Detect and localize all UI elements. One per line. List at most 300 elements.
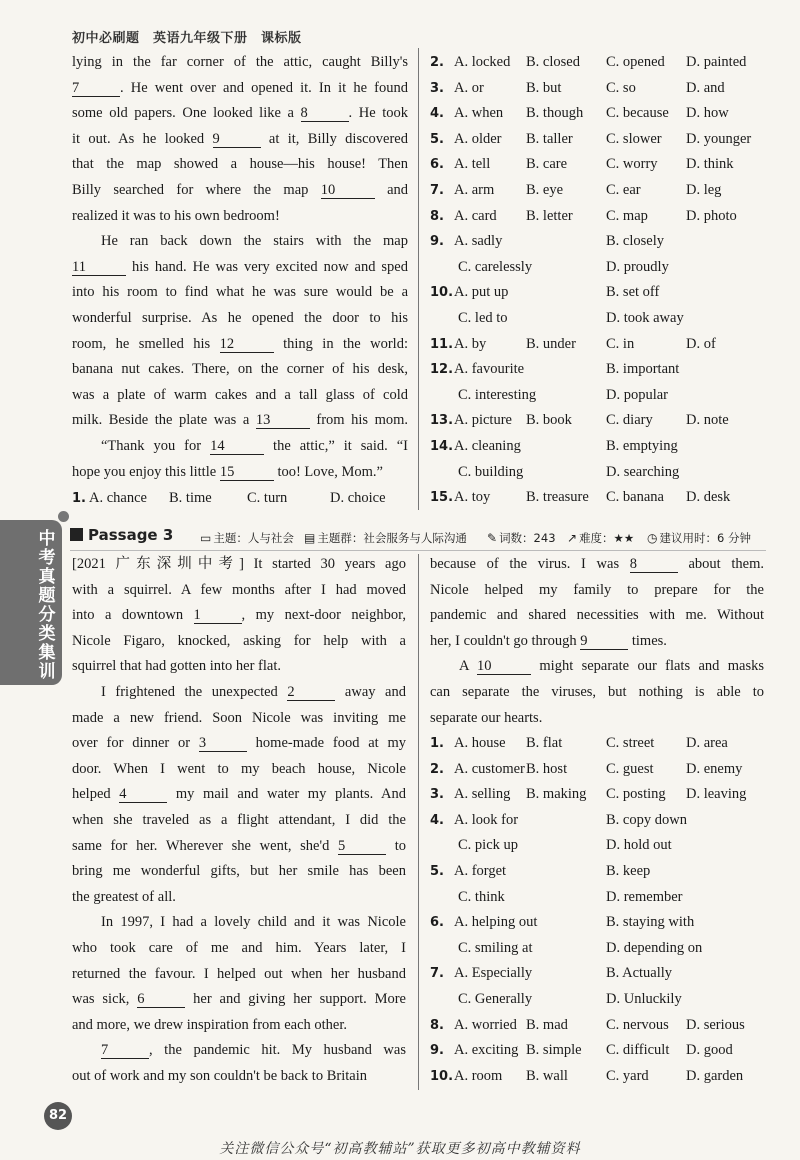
- text-segment: at it, Billy discovered: [260, 130, 408, 147]
- text-segment: to: [386, 837, 406, 854]
- text-line: [430, 654, 764, 680]
- option-d: D. choice: [330, 490, 386, 506]
- text-line: [72, 255, 408, 281]
- option-b: B. flat: [526, 735, 563, 751]
- text-segment: In 1997, I had a lovely child and it was Nicole: [101, 914, 406, 931]
- text-line: [72, 408, 408, 434]
- option-c: C. ear: [606, 181, 641, 198]
- option-a: A. picture: [454, 412, 512, 429]
- option-b: B. important: [606, 361, 680, 378]
- text-segment: Nicole Figaro, knocked, asking for help with a: [72, 632, 406, 649]
- column-divider-2: [418, 554, 419, 1090]
- option-a: A. selling: [454, 786, 511, 803]
- option-c: C. because: [606, 105, 669, 122]
- text-line: [72, 1013, 406, 1039]
- text-segment: returned the favour. I helped out when her husband: [72, 965, 406, 982]
- text-segment: . He took: [348, 105, 409, 122]
- text-segment: the attic,” it said. “I: [264, 437, 408, 454]
- text-segment: her and giving her support. More: [185, 991, 406, 1008]
- question-row: [72, 486, 412, 512]
- question-row: [430, 1064, 770, 1090]
- question-row: [430, 50, 770, 76]
- text-line: [430, 603, 764, 629]
- question-number: 7.: [430, 966, 444, 982]
- option-a: C. smiling at: [458, 939, 533, 956]
- passage3-text-left: [72, 552, 406, 1089]
- option-a: C. think: [458, 888, 505, 905]
- option-a: A. helping out: [454, 914, 538, 931]
- option-a: A. room: [454, 1067, 503, 1084]
- text-line: [72, 76, 408, 102]
- passage3-header-rule: [70, 550, 766, 551]
- question-number: 9.: [430, 1043, 444, 1059]
- question-row: [430, 987, 770, 1013]
- option-a: A. by: [454, 335, 487, 352]
- option-c: C. nervous: [606, 1016, 669, 1033]
- text-segment: too! Love, Mom.”: [273, 463, 383, 480]
- option-b: B. staying with: [606, 914, 695, 931]
- question-row: [430, 833, 770, 859]
- text-line: [72, 280, 408, 306]
- option-a: A. older: [454, 130, 502, 147]
- side-tab-char: 中: [38, 529, 56, 549]
- option-a: C. carelessly: [458, 258, 533, 275]
- question-row: [430, 757, 770, 783]
- option-d: D. how: [686, 105, 729, 122]
- option-c: C. map: [606, 207, 648, 224]
- option-b: B. making: [526, 786, 587, 803]
- option-b: B. eye: [526, 181, 564, 198]
- side-tab-char: 真: [38, 567, 56, 587]
- text-segment: when she traveled as a flight attendant, I did the: [72, 811, 406, 828]
- blank-number: 15: [220, 464, 274, 481]
- side-tab-char: 题: [38, 586, 56, 606]
- text-line: [72, 434, 408, 460]
- blank-number: 8: [630, 556, 678, 573]
- chart-icon: ↗: [567, 531, 578, 545]
- text-segment: times.: [628, 632, 667, 649]
- text-segment: away and: [335, 683, 406, 700]
- book-header: 初中必刷题 英语九年级下册 课标版: [72, 31, 302, 46]
- text-segment: with a squirrel. A few months after I had moved: [72, 581, 406, 598]
- question-number: 10.: [430, 285, 454, 301]
- blank-number: 10: [321, 182, 375, 199]
- text-segment: made a new friend. Soon Nicole was inviting me: [72, 709, 406, 726]
- question-row: [430, 127, 770, 153]
- text-segment: wonderful surprise. As he opened the door to his: [72, 309, 408, 326]
- word-count-text: 词数：243: [499, 531, 556, 545]
- passage3-topic-group: [304, 530, 467, 546]
- text-segment: room, he smelled his: [72, 335, 220, 352]
- question-row: [430, 1038, 770, 1064]
- text-line: [72, 383, 408, 409]
- option-c: C. turn: [247, 490, 288, 506]
- text-segment: squirrel that had gotten into her flat.: [72, 658, 281, 675]
- text-segment: Nicole helped my family to prepare for the: [430, 581, 764, 598]
- option-d: D. leg: [686, 181, 722, 198]
- text-segment: He ran back down the stairs with the map: [101, 233, 408, 250]
- blank-number: 8: [301, 105, 349, 122]
- square-marker-icon: [70, 528, 83, 541]
- time-text: 建议用时：6 分钟: [659, 531, 751, 545]
- side-tab: [0, 520, 62, 685]
- option-a: A. forget: [454, 862, 507, 879]
- text-line: [72, 152, 408, 178]
- text-segment: milk. Beside the plate was a: [72, 412, 256, 429]
- question-number: 15.: [430, 490, 454, 506]
- option-a: C. Generally: [458, 990, 533, 1007]
- option-b: B. treasure: [526, 489, 589, 506]
- text-line: [72, 1064, 406, 1090]
- text-line: [72, 936, 406, 962]
- blank-number: 6: [137, 991, 185, 1008]
- blank-number: 7: [72, 80, 120, 97]
- blank-number: 4: [119, 786, 167, 803]
- question-row: [430, 808, 770, 834]
- blank-number: 9: [580, 633, 628, 650]
- option-a: A. customer: [454, 760, 525, 777]
- text-segment: I frightened the unexpected: [101, 683, 288, 700]
- text-segment: into his room to find what he was sure would be a: [72, 284, 408, 301]
- text-segment: over for dinner or: [72, 735, 199, 752]
- option-a: A. look for: [454, 811, 519, 828]
- option-d: D. photo: [686, 207, 737, 224]
- passage3-title-text: Passage 3: [88, 526, 174, 544]
- question-number: 3.: [430, 787, 444, 803]
- blank-number: 9: [213, 131, 261, 148]
- text-line: [72, 578, 406, 604]
- question-row: [430, 1013, 770, 1039]
- text-line: [72, 885, 406, 911]
- text-segment: hope you enjoy this little: [72, 463, 220, 480]
- option-c: C. difficult: [606, 1042, 670, 1059]
- text-line: [430, 706, 764, 732]
- text-line: [72, 306, 408, 332]
- text-segment: [2021 广东深圳中考] It started 30 years ago: [72, 556, 406, 572]
- question-row: [430, 731, 770, 757]
- text-segment: Billy searched for where the map: [72, 181, 321, 198]
- question-row: [430, 152, 770, 178]
- text-line: [430, 629, 764, 655]
- text-segment: who took care of me and him. Years later, I: [72, 939, 406, 956]
- question-number: 5.: [430, 131, 444, 147]
- option-b: B. host: [526, 760, 568, 777]
- option-a: A. or: [454, 79, 484, 96]
- bookmark-icon: ▭: [200, 531, 212, 545]
- option-d: D. think: [686, 156, 734, 173]
- option-b: D. hold out: [606, 837, 672, 854]
- question-number: 6.: [430, 915, 444, 931]
- option-d: D. area: [686, 735, 728, 751]
- option-a: A. chance: [89, 490, 147, 506]
- text-segment: might separate our flats and masks: [531, 658, 764, 675]
- option-a: C. pick up: [458, 837, 519, 854]
- option-b: B. though: [526, 105, 584, 122]
- option-a: A. put up: [454, 284, 509, 301]
- option-a: A. sadly: [454, 233, 503, 250]
- text-line: [72, 229, 408, 255]
- option-b: B. but: [526, 79, 562, 96]
- option-c: C. guest: [606, 760, 654, 777]
- option-a: A. house: [454, 735, 506, 751]
- option-b: B. Actually: [606, 965, 673, 982]
- question-row: [430, 485, 770, 511]
- option-a: A. card: [454, 207, 497, 224]
- question-row: [430, 204, 770, 230]
- question-row: [430, 332, 770, 358]
- text-line: [72, 357, 408, 383]
- text-segment: was sick,: [72, 991, 138, 1008]
- option-a: A. arm: [454, 181, 495, 198]
- question-number: 5.: [430, 863, 444, 879]
- option-b: B. under: [526, 335, 576, 352]
- text-line: [72, 757, 406, 783]
- option-b: B. keep: [606, 862, 651, 879]
- question-row: [430, 178, 770, 204]
- text-segment: helped: [72, 786, 120, 803]
- question-row: [430, 357, 770, 383]
- passage2-text: [72, 50, 408, 485]
- text-line: [72, 178, 408, 204]
- text-line: [72, 552, 406, 578]
- question-number: 2.: [430, 55, 444, 70]
- option-a: A. favourite: [454, 361, 525, 378]
- option-b: D. popular: [606, 386, 669, 403]
- question-row: [430, 885, 770, 911]
- blank-number: 5: [338, 838, 386, 855]
- text-segment: , the pandemic hit. My husband was: [149, 1042, 406, 1059]
- option-c: C. diary: [606, 412, 653, 429]
- option-b: B. time: [169, 490, 212, 506]
- text-line: [72, 127, 408, 153]
- option-d: D. note: [686, 412, 729, 429]
- question-number: 3.: [430, 80, 444, 96]
- text-line: [72, 731, 406, 757]
- text-segment: out of work and my son couldn't be back to Britain: [72, 1067, 367, 1084]
- difficulty-text: 难度：★★: [579, 531, 635, 545]
- list-icon: ▤: [304, 531, 316, 545]
- question-row: [430, 460, 770, 486]
- option-c: C. yard: [606, 1067, 649, 1084]
- text-segment: from his mom.: [309, 412, 408, 429]
- option-b: B. care: [526, 156, 568, 173]
- text-segment: lying in the far corner of the attic, caught Billy's: [72, 54, 408, 70]
- passage3-title: [70, 526, 173, 544]
- question-row: [430, 782, 770, 808]
- text-line: [72, 460, 408, 486]
- option-b: B. letter: [526, 207, 573, 224]
- text-line: [72, 603, 406, 629]
- option-b: B. copy down: [606, 811, 687, 828]
- question-number: 13.: [430, 413, 454, 429]
- blank-number: 10: [477, 658, 531, 675]
- side-tab-char: 训: [38, 662, 56, 682]
- question-row: [430, 910, 770, 936]
- option-b: D. depending on: [606, 939, 703, 956]
- footer-watermark: 关注微信公众号“初高教辅站”获取更多初高中教辅资料: [219, 1141, 581, 1157]
- blank-number: 13: [256, 412, 310, 429]
- text-segment: banana nut cakes. There, on the corner of his desk,: [72, 361, 408, 378]
- question-number: 4.: [430, 106, 444, 122]
- option-a: A. worried: [454, 1016, 517, 1033]
- question-number: 1.: [430, 736, 444, 751]
- text-segment: and: [374, 181, 409, 198]
- question-row: [430, 936, 770, 962]
- text-segment: . He went over and opened it. In it he found: [120, 79, 408, 96]
- text-segment: same for her. Wherever she went, she'd: [72, 837, 339, 854]
- question-row: [430, 408, 770, 434]
- pencil-icon: ✎: [487, 531, 498, 545]
- passage2-questions: [430, 50, 770, 511]
- option-b: B. book: [526, 412, 572, 429]
- option-c: C. in: [606, 335, 635, 352]
- text-segment: A: [459, 658, 478, 675]
- side-tab-char: 类: [38, 624, 56, 644]
- text-segment: , my next-door neighbor,: [241, 607, 406, 624]
- question-number: 14.: [430, 438, 454, 454]
- question-row: [430, 434, 770, 460]
- text-segment: pandemic and shared necessities with me. Without: [430, 607, 764, 624]
- option-a: C. led to: [458, 309, 508, 326]
- option-d: D. painted: [686, 54, 747, 70]
- question-number: 7.: [430, 182, 444, 198]
- text-segment: it out. As he looked: [72, 130, 213, 147]
- text-line: [72, 782, 406, 808]
- option-b: B. simple: [526, 1042, 582, 1059]
- question-number: 2.: [430, 761, 444, 777]
- option-d: D. enemy: [686, 760, 743, 777]
- question-row: [430, 101, 770, 127]
- question-row: [430, 76, 770, 102]
- question-number: 6.: [430, 157, 444, 173]
- passage3-difficulty: [567, 530, 634, 546]
- text-segment: can separate the viruses, but nothing is able to: [430, 683, 764, 700]
- option-d: D. younger: [686, 130, 752, 147]
- option-a: A. Especially: [454, 965, 533, 982]
- text-line: [72, 101, 408, 127]
- passage3-questions: [430, 731, 770, 1089]
- question-row: [430, 255, 770, 281]
- option-d: D. of: [686, 335, 716, 352]
- text-segment: about them.: [677, 556, 764, 572]
- option-a: A. cleaning: [454, 437, 521, 454]
- option-c: C. street: [606, 735, 655, 751]
- question-number: 1.: [72, 491, 86, 506]
- option-d: D. serious: [686, 1016, 745, 1033]
- question-number: 9.: [430, 234, 444, 250]
- text-segment: “Thank you for: [101, 437, 211, 454]
- option-b: D. took away: [606, 309, 684, 326]
- option-c: C. slower: [606, 130, 662, 147]
- text-line: [72, 1038, 406, 1064]
- option-b: B. closely: [606, 233, 664, 250]
- question-number: 8.: [430, 208, 444, 224]
- option-b: B. closed: [526, 54, 580, 70]
- passage3-word-count: [487, 530, 556, 546]
- option-c: C. opened: [606, 54, 665, 70]
- text-segment: because of the virus. I was: [430, 556, 630, 572]
- side-tab-char: 集: [38, 643, 56, 663]
- text-line: [72, 680, 406, 706]
- text-segment: into a downtown: [72, 607, 194, 624]
- blank-number: 3: [199, 735, 247, 752]
- option-a: C. interesting: [458, 386, 537, 403]
- text-segment: bring me wonderful gifts, but her smile has been: [72, 863, 406, 880]
- option-b: B. taller: [526, 130, 573, 147]
- question-row: [430, 383, 770, 409]
- question-number: 10.: [430, 1068, 454, 1084]
- option-a: A. toy: [454, 489, 491, 506]
- clock-icon: ◷: [647, 531, 658, 545]
- option-a: C. building: [458, 463, 524, 480]
- side-tab-dot: [58, 511, 69, 522]
- option-a: A. exciting: [454, 1042, 519, 1059]
- text-segment: thing in the world:: [273, 335, 408, 352]
- text-line: [72, 654, 406, 680]
- text-line: [72, 987, 406, 1013]
- blank-number: 1: [194, 607, 242, 624]
- question-number: 4.: [430, 812, 444, 828]
- option-b: B. wall: [526, 1067, 568, 1084]
- text-segment: door. When I went to my beach house, Nicole: [72, 760, 406, 777]
- text-line: [72, 910, 406, 936]
- text-segment: and more, we drew inspiration from each other.: [72, 1016, 348, 1033]
- text-segment: home-made food at my: [246, 735, 406, 752]
- passage3-topic: [200, 530, 294, 546]
- text-segment: realized it was to his own bedroom!: [72, 207, 280, 224]
- option-a: A. locked: [454, 54, 511, 70]
- topic-group-text: 主题群：社会服务与人际沟通: [317, 531, 467, 545]
- option-c: C. worry: [606, 156, 658, 173]
- option-a: A. tell: [454, 156, 491, 173]
- option-a: A. when: [454, 105, 504, 122]
- question-row: [430, 961, 770, 987]
- text-line: [72, 204, 408, 230]
- text-segment: that the map showed a house—his house! Then: [72, 156, 408, 173]
- question-row: [430, 229, 770, 255]
- passage3-time: [647, 530, 751, 546]
- blank-number: 11: [72, 259, 126, 276]
- text-segment: her, I couldn't go through: [430, 632, 581, 649]
- side-tab-char: 考: [38, 548, 56, 568]
- blank-number: 12: [220, 336, 274, 353]
- topic-text: 主题：人与社会: [213, 531, 294, 545]
- blank-number: 2: [287, 684, 335, 701]
- text-line: [430, 680, 764, 706]
- text-line: [72, 834, 406, 860]
- text-line: [430, 578, 764, 604]
- option-c: C. so: [606, 79, 636, 96]
- question-row: [430, 280, 770, 306]
- text-segment: some old papers. One looked like a: [72, 105, 301, 122]
- option-d: D. desk: [686, 489, 731, 506]
- passage3-header: [70, 524, 766, 550]
- passage3-text-right: [430, 552, 764, 731]
- text-segment: his hand. He was very excited now and sped: [126, 258, 408, 275]
- text-segment: separate our hearts.: [430, 709, 543, 726]
- option-b: B. emptying: [606, 437, 678, 454]
- option-b: B. set off: [606, 284, 660, 301]
- question-number: 11.: [430, 336, 454, 352]
- option-c: C. banana: [606, 489, 664, 506]
- question-number: 12.: [430, 362, 454, 378]
- text-segment: my mail and water my plants. And: [167, 786, 406, 803]
- text-segment: the greatest of all.: [72, 888, 176, 905]
- text-line: [430, 552, 764, 578]
- text-line: [72, 50, 408, 76]
- passage2-question-1: [72, 486, 412, 512]
- column-divider: [418, 48, 419, 510]
